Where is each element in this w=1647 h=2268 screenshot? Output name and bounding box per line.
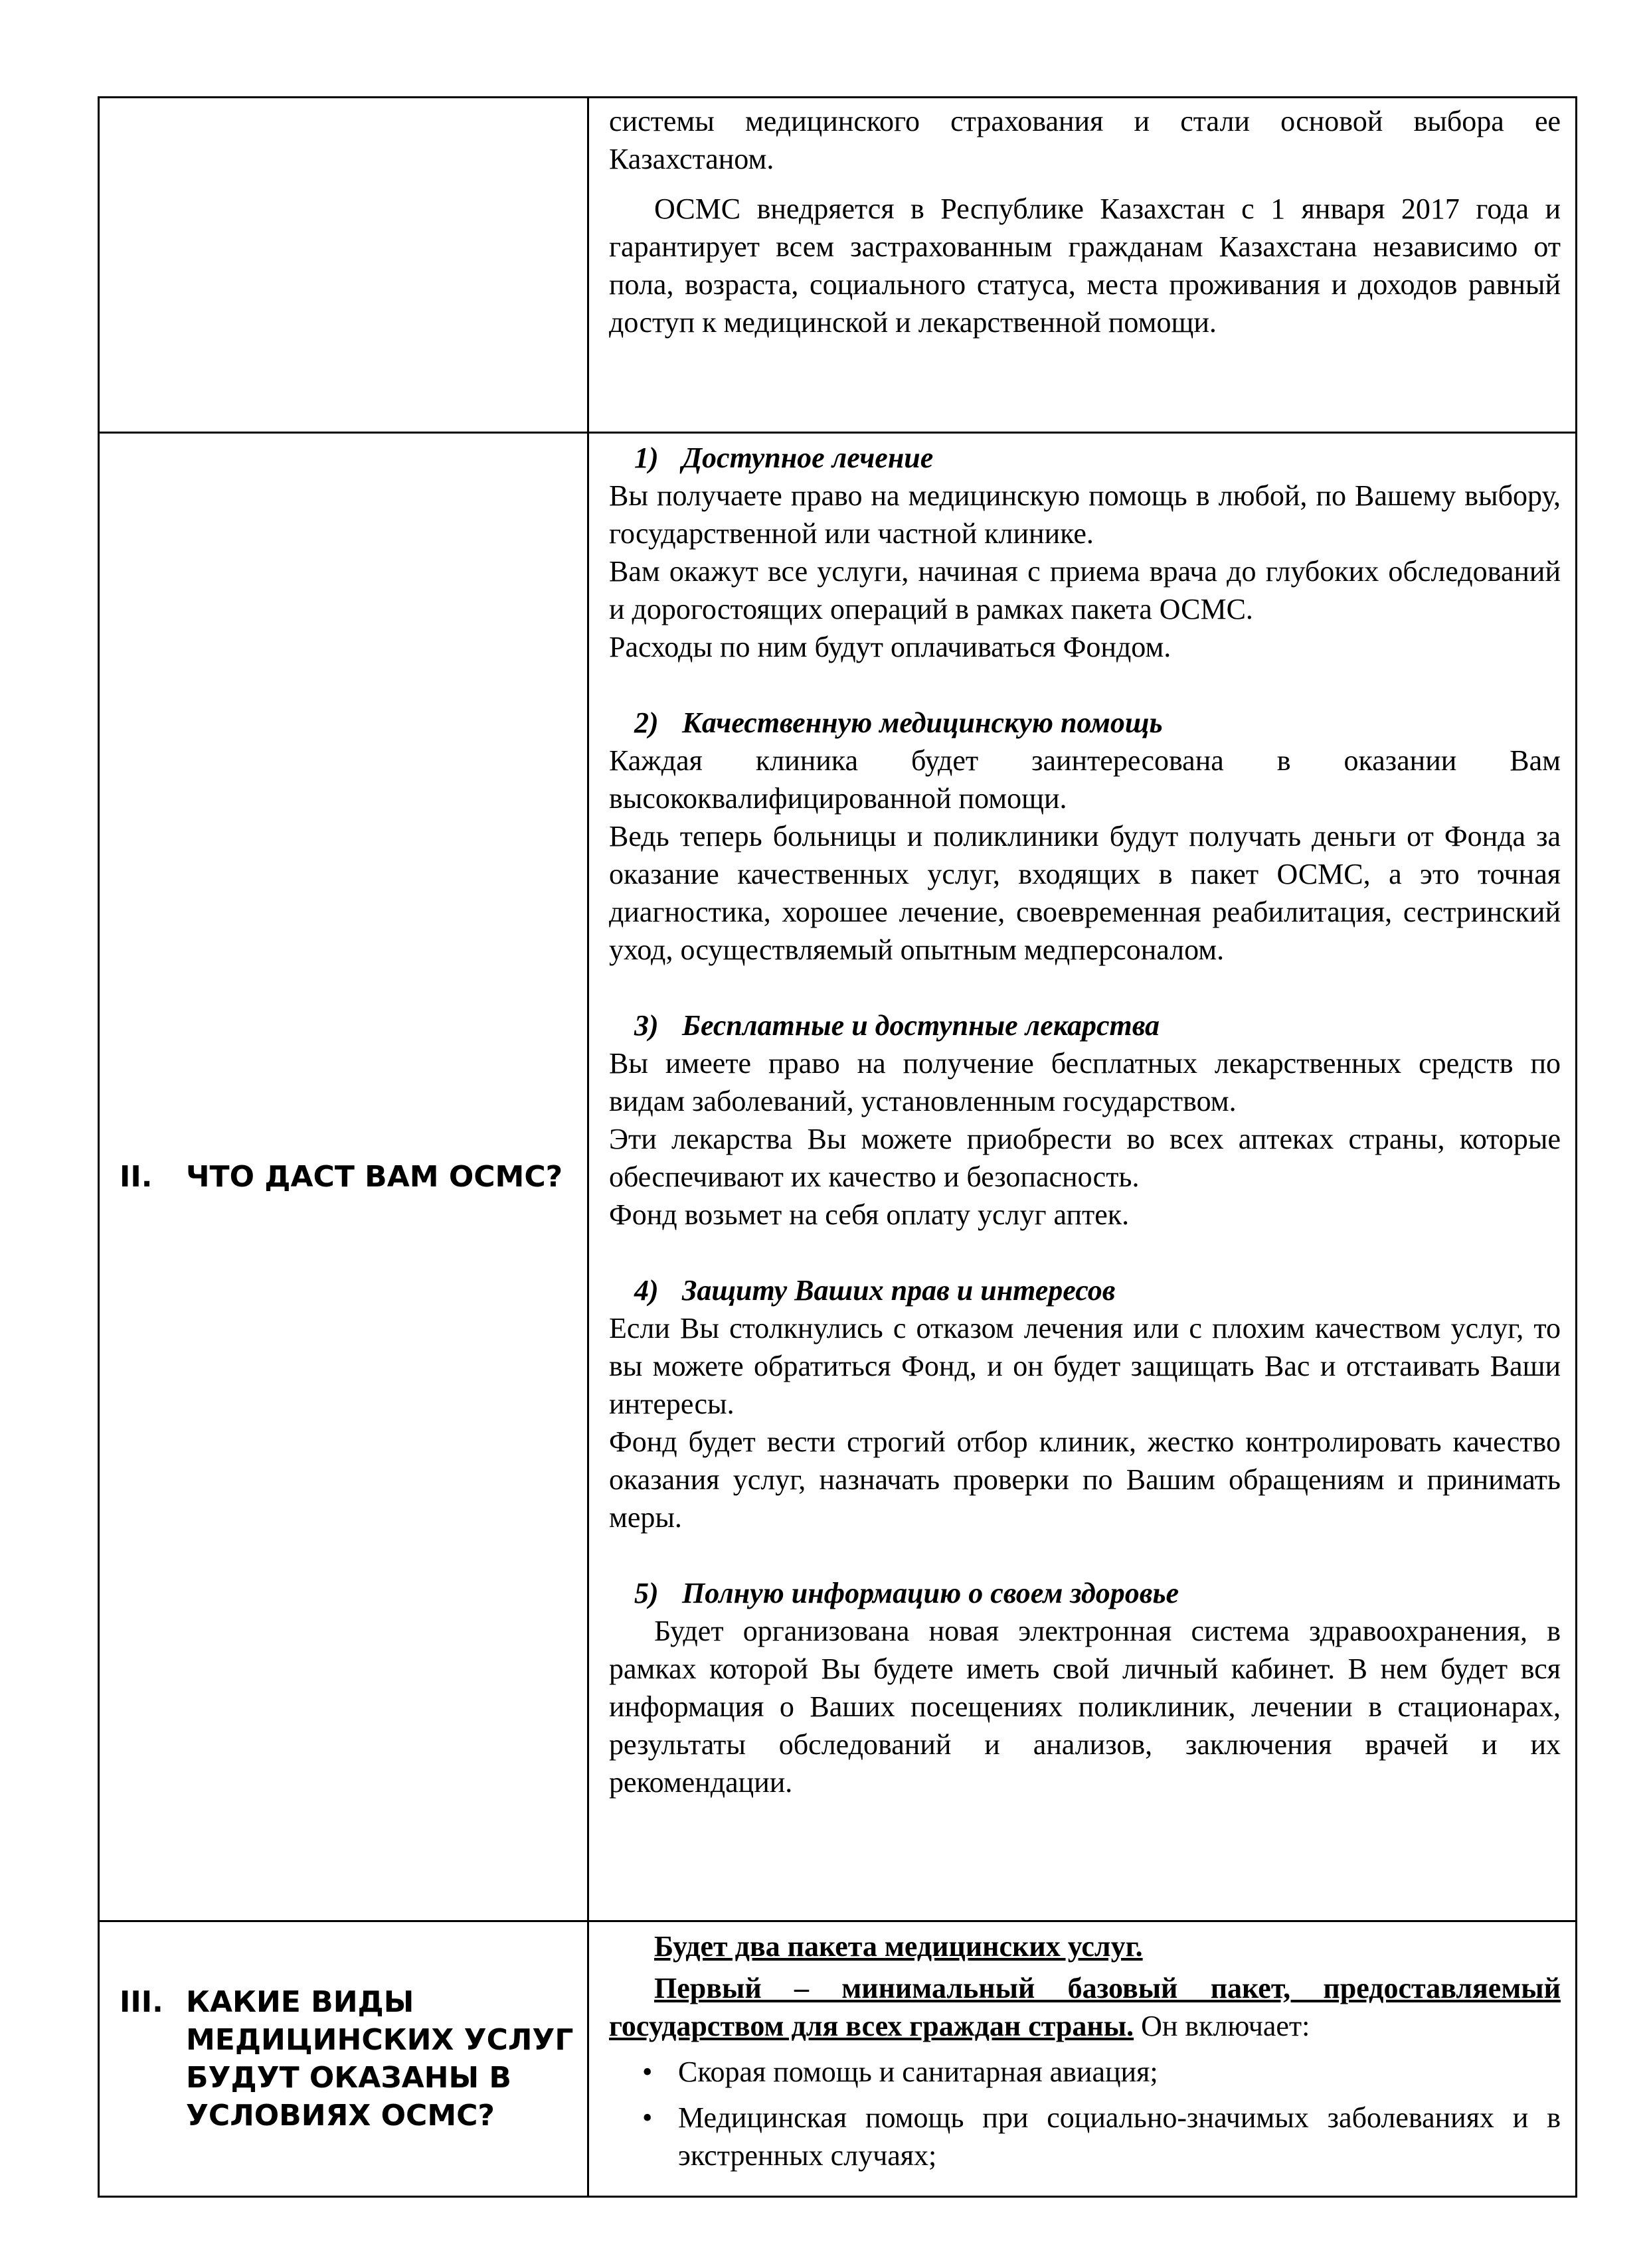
section-number: II. [120,1160,153,1194]
benefit-text: Расходы по ним будут оплачиваться Фондом. [609,631,1171,663]
benefit-text: Фонд возьмет на себя оплату услуг аптек. [609,1198,1130,1231]
row3-right-cell [588,1921,1577,2197]
row1-paragraph-2: ОСМС внедряется в Республике Казахстан с 1 января 2017 года и гарантирует всем застрахованным гражданам Казахстана независимо от пола, возраста, социального статуса, места проживания и доходов равный доступ к медицинской и лекарственной помощи. [609,193,1561,339]
benefit-text: Вы имеете право на получение бесплатных лекарственных средств по видам заболеваний, установленным государством. [609,1047,1561,1117]
benefit-text: Вам окажут все услуги, начиная с приема врача до глубоких обследований и дорогостоящих операций в рамках пакета ОСМС. [609,555,1561,625]
benefit-text: Если Вы столкнулись с отказом лечения или с плохим качеством услуг, то вы можете обратиться Фонд, и он будет защищать Вас и отстаивать Ваши интересы. [609,1312,1561,1420]
table-row [99,433,1577,1921]
benefit-text: Эти лекарства Вы можете приобрести во всех аптеках страны, которые обеспечивают их качество и безопасность. [609,1123,1561,1193]
row1-left-cell [99,98,588,433]
benefit-heading: 5) Полную информацию о своем здоровье [634,1577,1179,1609]
section-heading: ЧТО ДАСТ ВАМ ОСМС? [186,1160,563,1194]
package-list [609,2053,1561,2174]
bullet-icon: • [642,2101,653,2134]
first-package-rest: Он включает: [1134,2010,1310,2042]
row2-right-cell [588,433,1577,1921]
packages-title: Будет два пакета медицинских услуг. [654,1930,1143,1963]
list-item: • Медицинская помощь при социально-значимых заболеваниях и в экстренных случаях; [609,2099,1561,2174]
benefit-section [609,1007,1561,1234]
benefit-heading: 4) Защиту Ваших прав и интересов [634,1274,1116,1307]
row2-left-cell [99,433,588,1921]
benefit-text: Каждая клиника будет заинтересована в оказании Вам высококвалифицированной помощи. [609,744,1561,815]
benefit-section [609,1271,1561,1536]
list-item: • Скорая помощь и санитарная авиация; [609,2053,1561,2091]
table-row [99,1921,1577,2197]
table-row [99,98,1577,433]
benefit-heading: 2) Качественную медицинскую помощь [634,706,1163,739]
benefit-section [609,1574,1561,1801]
content-table [98,96,1577,2198]
row1-paragraph-1: системы медицинского страхования и стали основой выбора ее Казахстаном. [609,105,1561,175]
benefit-text: Ведь теперь больницы и поликлиники будут получать деньги от Фонда за оказание качественных услуг, входящих в пакет ОСМС, а это точная диагностика, хорошее лечение, своевременная реабилитация, сестринский уход, осуществляемый опытным медперсоналом. [609,820,1561,966]
first-package-bold: Первый – минимальный базовый пакет, предоставляемый государством для всех граждан страны. [609,1972,1561,2042]
benefit-text: Будет организована новая электронная система здравоохранения, в рамках которой Вы будете иметь свой личный кабинет. В нем будет вся информация о Ваших посещениях поликлиник, лечении в стационарах, результаты обследований и анализов, заключения врачей и их рекомендации. [609,1615,1561,1799]
row1-right-cell [588,98,1577,433]
benefit-heading: 3) Бесплатные и доступные лекарства [634,1009,1160,1042]
section-number: III. [120,1985,163,2019]
bullet-icon: • [642,2056,653,2088]
first-package-text [609,1969,1561,2045]
section-title-ii [100,1158,587,1196]
section-heading: КАКИЕ ВИДЫ МЕДИЦИНСКИХ УСЛУГ БУДУТ ОКАЗАНЫ В УСЛОВИЯХ ОСМС? [186,1985,574,2133]
benefit-section [609,704,1561,969]
benefit-section [609,439,1561,666]
section-title-iii [100,1983,587,2135]
row3-left-cell [99,1921,588,2197]
benefit-text: Фонд будет вести строгий отбор клиник, жестко контролировать качество оказания услуг, назначать проверки по Вашим обращениям и принимать меры. [609,1425,1561,1534]
benefit-text: Вы получаете право на медицинскую помощь в любой, по Вашему выбору, государственной или частной клинике. [609,479,1561,550]
benefit-heading: 1) Доступное лечение [634,442,934,474]
